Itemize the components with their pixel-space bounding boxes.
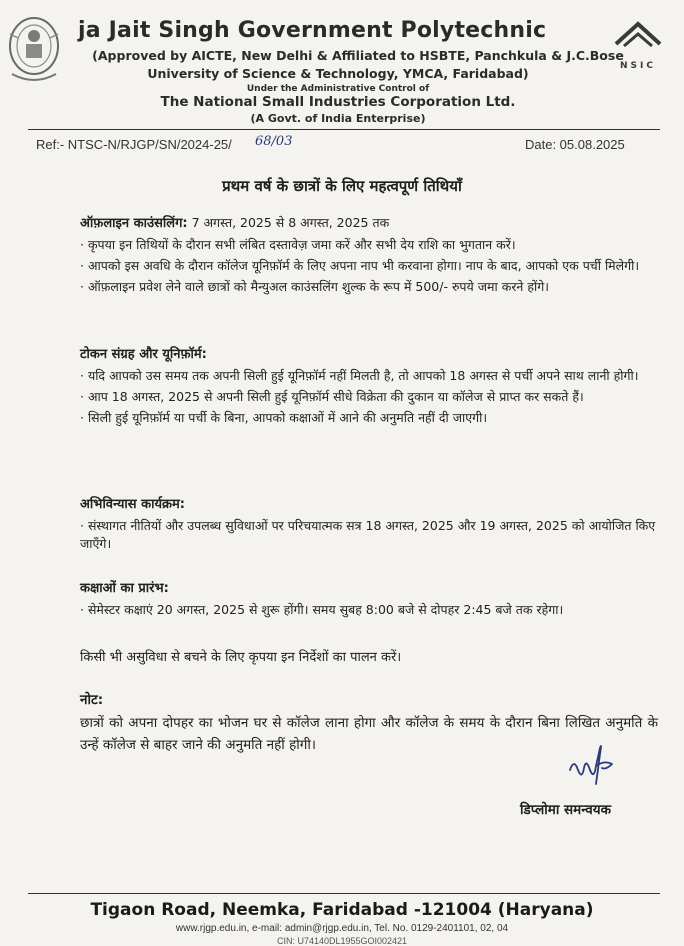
signatory-designation: डिप्लोमा समन्वयक (520, 802, 611, 818)
list-item: · यदि आपको उस समय तक अपनी सिली हुई यूनिफ़ॉर्म नहीं मिलती है, तो आपको 18 अगस्त से पर्ची अपने साथ लानी होगी। (80, 368, 639, 383)
signature (566, 740, 618, 790)
govt-enterprise-line: (A Govt. of India Enterprise) (250, 112, 426, 125)
approval-line: (Approved by AICTE, New Delhi & Affiliated to HSBTE, Panchkula & J.C.Bose (92, 48, 624, 63)
instruction-text: किसी भी असुविधा से बचने के लिए कृपया इन निर्देशों का पालन करें। (80, 650, 402, 665)
affiliation-line: University of Science & Technology, YMCA, Faridabad) (147, 66, 529, 81)
section-heading: कक्षाओं का प्रारंभ: (80, 581, 169, 596)
list-item: · आप 18 अगस्त, 2025 से अपनी सिली हुई यूनिफ़ॉर्म सीधे विक्रेता की दुकान या कॉलेज से प्राप्त कर सकते हैं। (80, 389, 584, 404)
list-item: · कृपया इन तिथियों के दौरान सभी लंबित दस्तावेज़ जमा करें और सभी देय राशि का भुगतान करें। (80, 237, 516, 252)
section-heading: अभिविन्यास कार्यक्रम: (80, 497, 185, 512)
header-divider (28, 129, 660, 130)
section-token-uniform (80, 346, 660, 427)
list-item: · संस्थागत नीतियों और उपलब्ध सुविधाओं पर परिचयात्मक सत्र 18 अगस्त, 2025 और 19 अगस्त, 2025 को आयोजित किए जाएँगे। (80, 518, 656, 551)
list-item: · सेमेस्टर कक्षाएं 20 अगस्त, 2025 से शुरू होंगी। समय सुबह 8:00 बजे से दोपहर 2:45 बजे तक रहेगा। (80, 602, 564, 617)
nsic-logo-icon (608, 16, 668, 76)
list-item: · सिली हुई यूनिफ़ॉर्म या पर्ची के बिना, आपको कक्षाओं में आने की अनुमति नहीं दी जाएगी। (80, 410, 488, 425)
page-title: प्रथम वर्ष के छात्रों के लिए महत्वपूर्ण तिथियाँ (222, 177, 462, 195)
admin-control-line: Under the Administrative Control of (246, 84, 430, 94)
footer-cin: CIN: U74140DL1955GOI002421 (276, 936, 408, 946)
footer-contact: www.rjgp.edu.in, e-mail: admin@rjgp.edu.in, Tel. No. 0129-2401101, 02, 04 (175, 923, 509, 934)
nsic-logo-text: NSIC (620, 61, 656, 71)
footer-address: Tigaon Road, Neemka, Faridabad -121004 (Haryana) (90, 900, 594, 920)
reference-number: Ref:- NTSC-N/RJGP/SN/2024-25/ (36, 137, 232, 152)
handwritten-reference: 68/03 (255, 134, 293, 149)
section-orientation (80, 496, 660, 553)
institute-name: ja Jait Singh Government Polytechnic (78, 18, 547, 43)
section-offline-counselling (80, 214, 660, 296)
section-heading: ऑफ़लाइन काउंसलिंग: (80, 216, 188, 231)
list-item: · ऑफ़लाइन प्रवेश लेने वाले छात्रों को मैन्युअल काउंसलिंग शुल्क के रूप में 500/- रुपये जमा करने होंगे। (80, 279, 549, 294)
footer-divider (28, 893, 660, 894)
section-classes-start (80, 580, 660, 619)
section-heading: टोकन संग्रह और यूनिफ़ॉर्म: (80, 347, 207, 362)
note-text: छात्रों को अपना दोपहर का भोजन घर से कॉलेज लाना होगा और कॉलेज के समय के दौरान बिना लिखित अनुमति के उन्हें कॉलेज से बाहर जाने की अनुमति नहीं होगी। (80, 715, 658, 753)
list-item: · आपको इस अवधि के दौरान कॉलेज यूनिफ़ॉर्म के लिए अपना नाप भी करवाना होगा। नाप के बाद, आपको एक पर्ची मिलेगी। (80, 258, 640, 273)
corporation-name: The National Small Industries Corporation Ltd. (160, 94, 516, 110)
section-date-range: 7 अगस्त, 2025 से 8 अगस्त, 2025 तक (187, 215, 390, 230)
note-heading: नोट: (80, 692, 104, 708)
letter-date: Date: 05.08.2025 (525, 137, 625, 152)
